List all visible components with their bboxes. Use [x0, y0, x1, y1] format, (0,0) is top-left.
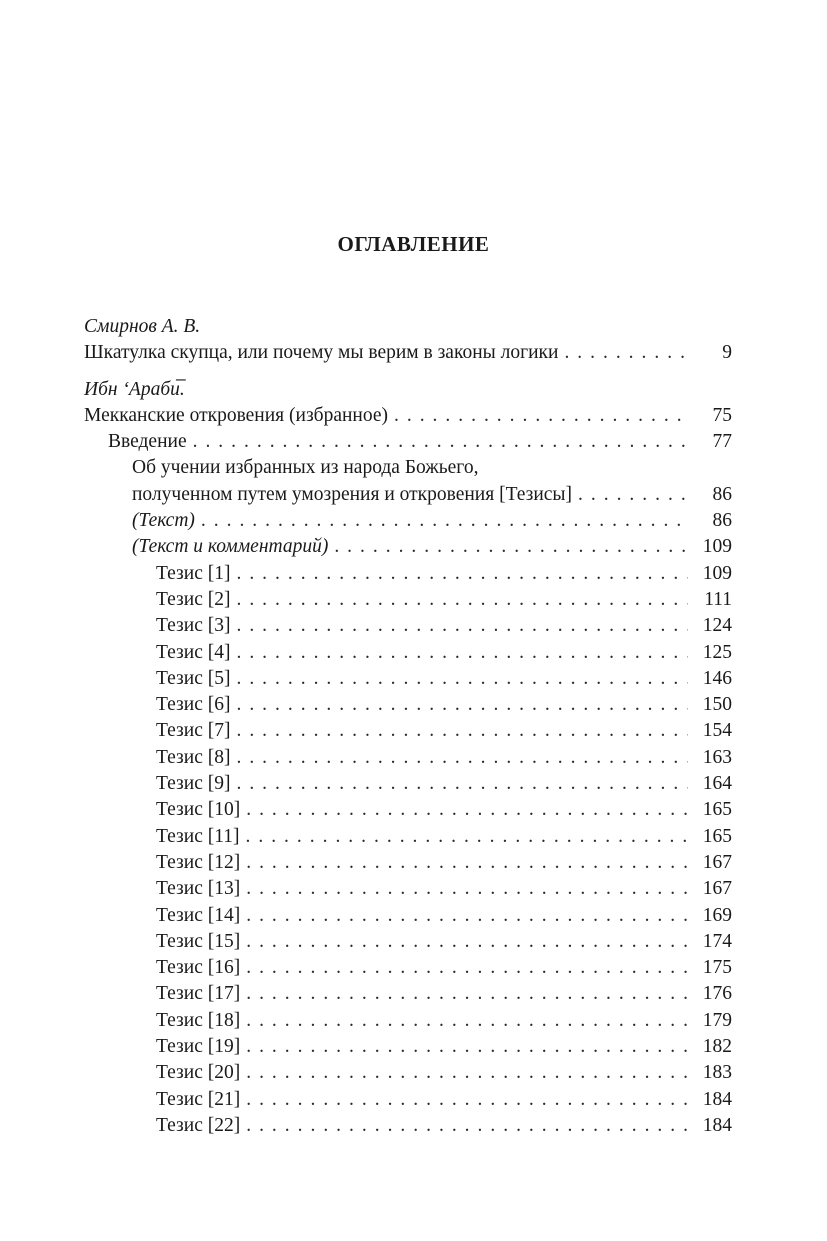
toc-entry-label: Тезис [3] [156, 615, 231, 637]
toc-entry[interactable] [84, 1087, 732, 1113]
toc-page-number: 174 [702, 930, 732, 952]
toc-page-number: 182 [702, 1036, 732, 1058]
toc-entry-label: Тезис [8] [156, 746, 231, 768]
toc-entry-label: Тезис [10] [156, 799, 241, 821]
toc-entry[interactable] [84, 981, 732, 1007]
toc-page-number: 167 [702, 878, 732, 900]
toc-page-number: 109 [702, 536, 732, 558]
toc-entry[interactable] [84, 745, 732, 771]
toc-leader-dots [236, 561, 688, 587]
toc-page-number: 165 [702, 799, 732, 821]
toc-page-number: 179 [702, 1009, 732, 1031]
toc-entry-label: Мекканские откровения (избранное) [84, 404, 388, 426]
toc-page-number: 175 [702, 957, 732, 979]
toc-page-number: 75 [712, 404, 732, 426]
toc-page-number: 86 [712, 483, 732, 505]
toc-entry-label: Тезис [16] [156, 957, 241, 979]
toc-page-number: 184 [702, 1114, 732, 1136]
toc-author: Ибн ‘Араби̅. [84, 378, 185, 400]
toc-entry[interactable] [84, 613, 732, 639]
toc-entry[interactable] [84, 587, 732, 613]
toc-entry[interactable] [84, 955, 732, 981]
toc-entry-label: Тезис [21] [156, 1088, 241, 1110]
toc-page-number: 167 [702, 851, 732, 873]
toc-page-number: 77 [712, 431, 732, 453]
toc-leader-dots [246, 929, 688, 955]
toc-page-number: 169 [702, 904, 732, 926]
toc-entry[interactable] [84, 403, 732, 429]
toc-leader-dots [246, 1008, 688, 1034]
toc-leader-dots [236, 666, 688, 692]
toc-entry[interactable] [84, 429, 732, 455]
toc-entry-label: Тезис [19] [156, 1036, 241, 1058]
toc-page-number: 176 [702, 983, 732, 1005]
toc-entry[interactable] [84, 1060, 732, 1086]
toc-entry-label: Тезис [12] [156, 851, 241, 873]
toc-page-number: 150 [702, 694, 732, 716]
toc-entry-label: Тезис [4] [156, 641, 231, 663]
toc-page-number: 183 [702, 1062, 732, 1084]
toc-leader-dots [246, 1060, 688, 1086]
toc-page-number: 9 [722, 342, 732, 364]
toc-entry[interactable] [84, 1034, 732, 1060]
toc-entry[interactable] [84, 455, 732, 481]
toc-entry[interactable] [84, 666, 732, 692]
toc-entry-label: Введение [108, 431, 187, 453]
toc-entry-label: Тезис [1] [156, 562, 231, 584]
toc-entry[interactable] [84, 534, 732, 560]
toc-leader-dots [564, 340, 688, 366]
toc-leader-dots [193, 429, 688, 455]
toc-page-number: 109 [702, 562, 732, 584]
toc-entry-label: Тезис [20] [156, 1062, 241, 1084]
toc-entry[interactable] [84, 903, 732, 929]
toc-page-number: 154 [702, 720, 732, 742]
toc-entry[interactable] [84, 508, 732, 534]
toc-entry[interactable] [84, 692, 732, 718]
toc-entry[interactable] [84, 718, 732, 744]
toc-leader-dots [246, 797, 688, 823]
toc-entry[interactable] [84, 1113, 732, 1139]
toc-entry-label: Шкатулка скупца, или почему мы верим в законы логики [84, 342, 559, 364]
toc-entry[interactable] [84, 824, 732, 850]
toc-entry[interactable] [84, 482, 732, 508]
toc-leader-dots [246, 981, 688, 1007]
toc-leader-dots [236, 692, 688, 718]
toc-entry[interactable] [84, 771, 732, 797]
toc-entry-label: Тезис [22] [156, 1114, 241, 1136]
toc-leader-dots [201, 508, 688, 534]
toc-entry-label: Тезис [7] [156, 720, 231, 742]
toc-leader-dots [246, 1034, 688, 1060]
toc-leader-dots [236, 745, 688, 771]
toc-entry-label: Об учении избранных из народа Божьего, [132, 457, 479, 479]
toc-entry-label: Тезис [15] [156, 930, 241, 952]
toc-page-number: 86 [712, 510, 732, 532]
toc-entry-label: полученном путем умозрения и откровения [Тезисы] [132, 483, 573, 505]
toc-entry-label: (Текст и комментарий) [132, 536, 329, 558]
toc-leader-dots [578, 482, 688, 508]
toc-page-number: 111 [704, 588, 732, 610]
toc-entry-label: Тезис [11] [156, 825, 240, 847]
toc-page-number: 163 [702, 746, 732, 768]
toc-entry-label: Тезис [18] [156, 1009, 241, 1031]
toc-page-number: 124 [702, 615, 732, 637]
toc-page-number: 165 [702, 825, 732, 847]
toc-leader-dots [246, 824, 689, 850]
toc-entry-label: (Текст) [132, 510, 195, 532]
toc-leader-dots [236, 771, 688, 797]
toc-entry-label: Тезис [5] [156, 667, 231, 689]
toc-leader-dots [236, 587, 688, 613]
table-of-contents [84, 314, 732, 1139]
toc-leader-dots [236, 640, 688, 666]
toc-leader-dots [246, 903, 688, 929]
toc-page-number: 164 [702, 773, 732, 795]
toc-entry-label: Тезис [14] [156, 904, 241, 926]
toc-entry[interactable] [84, 797, 732, 823]
toc-entry-label: Тезис [17] [156, 983, 241, 1005]
toc-page-number: 146 [702, 667, 732, 689]
toc-leader-dots [246, 876, 688, 902]
toc-entry-label: Тезис [9] [156, 773, 231, 795]
toc-leader-dots [246, 1087, 688, 1113]
toc-leader-dots [236, 718, 688, 744]
toc-entry[interactable] [84, 876, 732, 902]
toc-entry-label: Тезис [2] [156, 588, 231, 610]
toc-leader-dots [246, 850, 688, 876]
toc-entry-label: Тезис [6] [156, 694, 231, 716]
toc-leader-dots [246, 1113, 688, 1139]
toc-leader-dots [394, 403, 688, 429]
toc-entry[interactable] [84, 340, 732, 366]
toc-entry[interactable] [84, 640, 732, 666]
toc-entry-label: Тезис [13] [156, 878, 241, 900]
page-title: ОГЛАВЛЕНИЕ [337, 232, 490, 256]
toc-page-number: 125 [702, 641, 732, 663]
toc-author: Смирнов А. В. [84, 316, 201, 337]
toc-entry[interactable] [84, 929, 732, 955]
toc-entry[interactable] [84, 561, 732, 587]
toc-leader-dots [236, 613, 688, 639]
toc-leader-dots [334, 534, 688, 560]
toc-entry[interactable] [84, 850, 732, 876]
toc-page-number: 184 [702, 1088, 732, 1110]
toc-leader-dots [246, 955, 688, 981]
toc-entry[interactable] [84, 1008, 732, 1034]
